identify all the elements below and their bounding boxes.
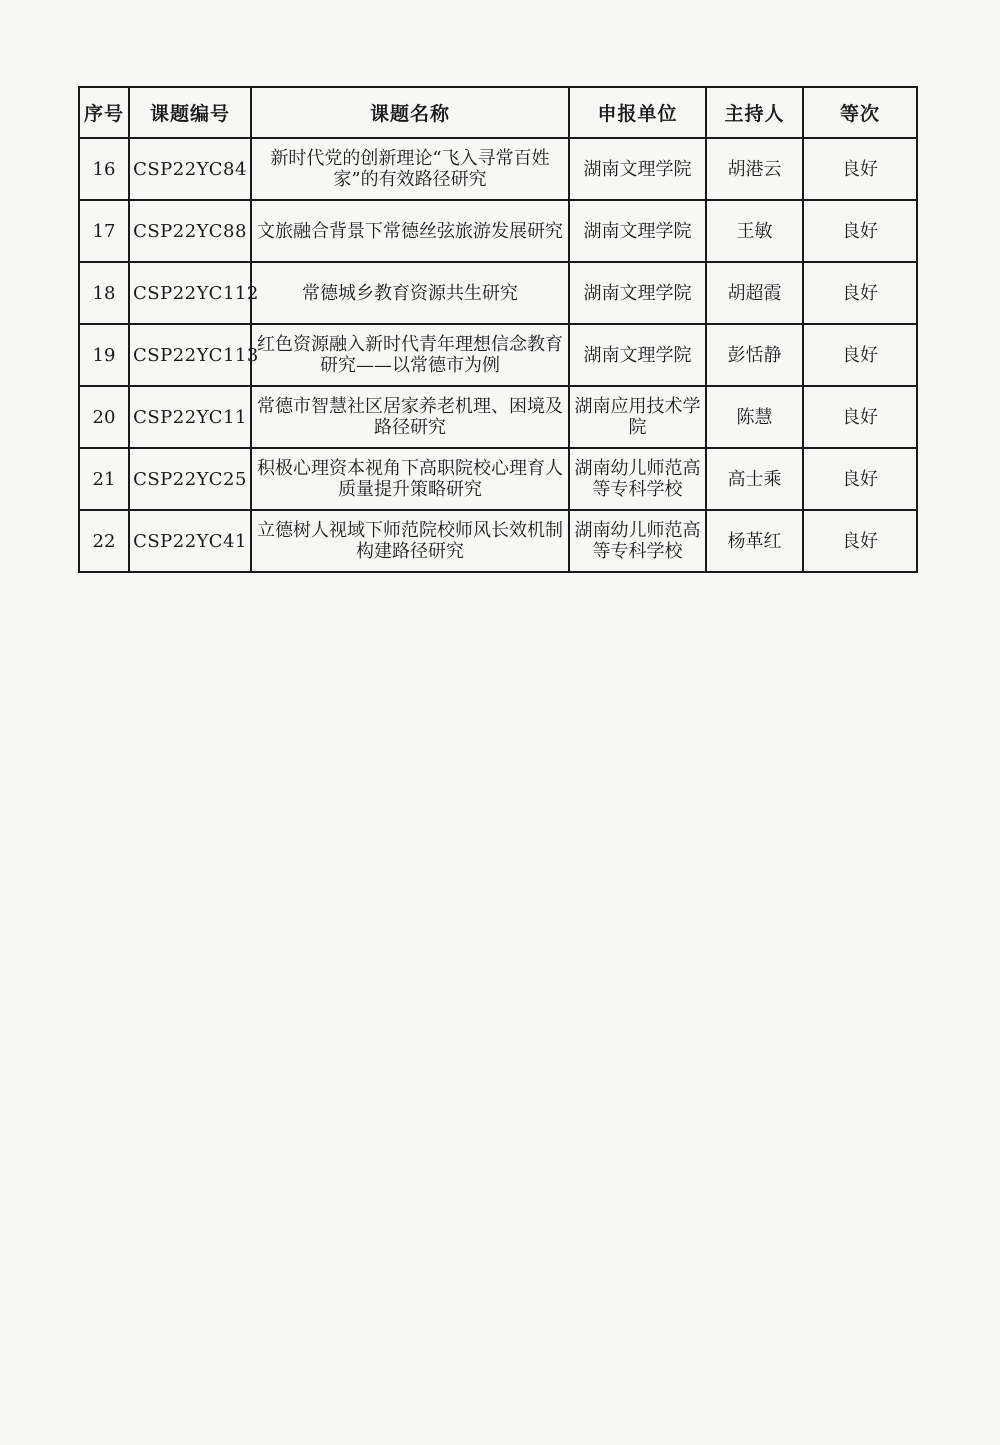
- results-table: [78, 86, 918, 573]
- cell-unit: 湖南幼儿师范高等专科学校: [569, 448, 706, 510]
- table-row: [79, 324, 917, 386]
- header-code: 课题编号: [129, 87, 251, 138]
- cell-seq: 19: [79, 324, 129, 386]
- cell-seq: 16: [79, 138, 129, 200]
- cell-host: 彭恬静: [706, 324, 803, 386]
- cell-code: CSP22YC113: [129, 324, 251, 386]
- cell-title: 红色资源融入新时代青年理想信念教育研究——以常德市为例: [251, 324, 569, 386]
- cell-seq: 18: [79, 262, 129, 324]
- cell-title: 积极心理资本视角下高职院校心理育人质量提升策略研究: [251, 448, 569, 510]
- header-seq: 序号: [79, 87, 129, 138]
- cell-grade: 良好: [803, 386, 917, 448]
- cell-host: 胡港云: [706, 138, 803, 200]
- cell-title: 立德树人视域下师范院校师风长效机制构建路径研究: [251, 510, 569, 572]
- header-host: 主持人: [706, 87, 803, 138]
- table-row: [79, 510, 917, 572]
- header-unit: 申报单位: [569, 87, 706, 138]
- cell-code: CSP22YC25: [129, 448, 251, 510]
- cell-seq: 17: [79, 200, 129, 262]
- cell-code: CSP22YC112: [129, 262, 251, 324]
- table-row: [79, 200, 917, 262]
- cell-host: 高士乘: [706, 448, 803, 510]
- cell-unit: 湖南幼儿师范高等专科学校: [569, 510, 706, 572]
- cell-unit: 湖南应用技术学院: [569, 386, 706, 448]
- cell-grade: 良好: [803, 448, 917, 510]
- cell-seq: 20: [79, 386, 129, 448]
- table-header-row: [79, 87, 917, 138]
- cell-seq: 21: [79, 448, 129, 510]
- cell-seq: 22: [79, 510, 129, 572]
- table-row: [79, 138, 917, 200]
- cell-title: 常德城乡教育资源共生研究: [251, 262, 569, 324]
- table-row: [79, 448, 917, 510]
- cell-grade: 良好: [803, 262, 917, 324]
- cell-unit: 湖南文理学院: [569, 138, 706, 200]
- cell-host: 胡超霞: [706, 262, 803, 324]
- table-row: [79, 386, 917, 448]
- cell-code: CSP22YC88: [129, 200, 251, 262]
- cell-code: CSP22YC41: [129, 510, 251, 572]
- cell-unit: 湖南文理学院: [569, 324, 706, 386]
- cell-host: 杨革红: [706, 510, 803, 572]
- cell-grade: 良好: [803, 138, 917, 200]
- cell-host: 王敏: [706, 200, 803, 262]
- cell-title: 新时代党的创新理论“飞入寻常百姓家”的有效路径研究: [251, 138, 569, 200]
- cell-unit: 湖南文理学院: [569, 200, 706, 262]
- header-title: 课题名称: [251, 87, 569, 138]
- cell-title: 常德市智慧社区居家养老机理、困境及路径研究: [251, 386, 569, 448]
- cell-title: 文旅融合背景下常德丝弦旅游发展研究: [251, 200, 569, 262]
- cell-grade: 良好: [803, 324, 917, 386]
- cell-code: CSP22YC11: [129, 386, 251, 448]
- cell-unit: 湖南文理学院: [569, 262, 706, 324]
- cell-code: CSP22YC84: [129, 138, 251, 200]
- cell-grade: 良好: [803, 510, 917, 572]
- cell-grade: 良好: [803, 200, 917, 262]
- cell-host: 陈慧: [706, 386, 803, 448]
- table-row: [79, 262, 917, 324]
- header-grade: 等次: [803, 87, 917, 138]
